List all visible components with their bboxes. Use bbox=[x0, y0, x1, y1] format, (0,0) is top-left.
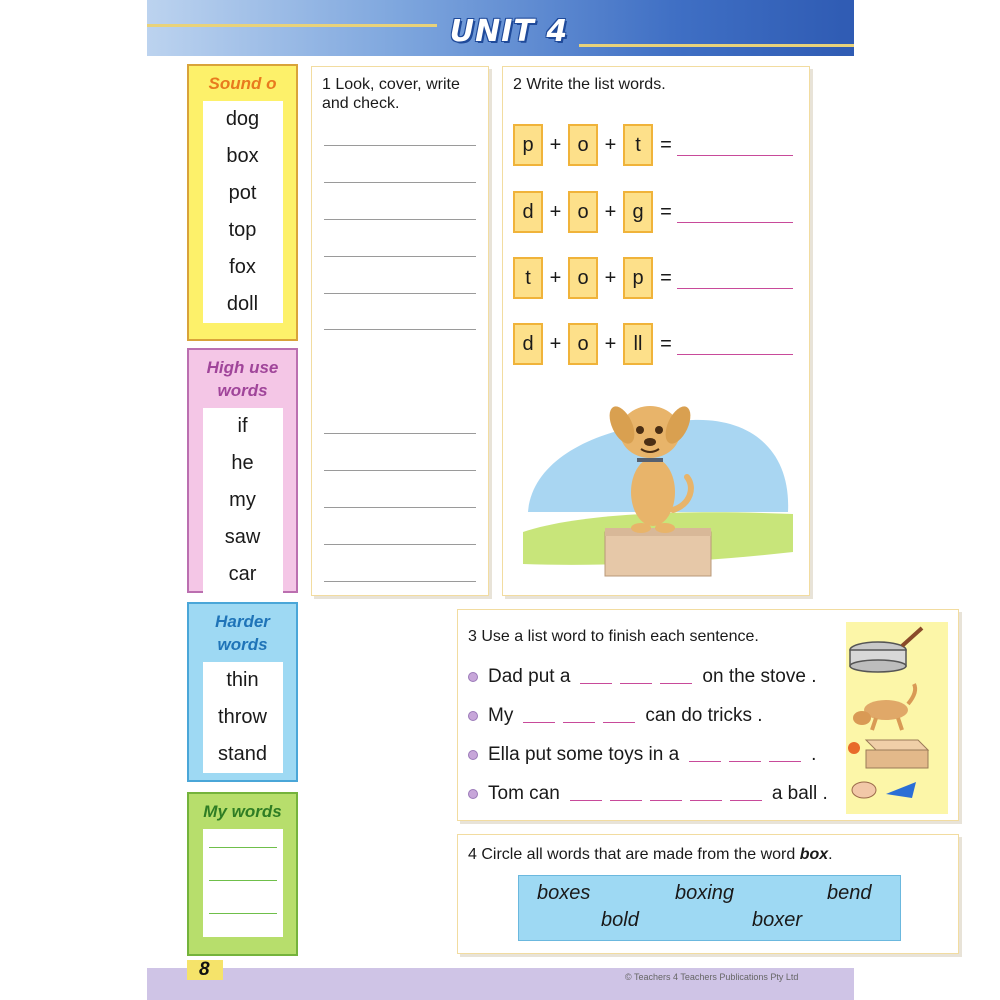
exercise-1-heading: 1 Look, cover, write and check. bbox=[322, 76, 460, 112]
letter-blank[interactable] bbox=[563, 722, 595, 723]
letter-tile: o bbox=[568, 323, 598, 365]
plus-sign: + bbox=[549, 133, 562, 156]
word-option[interactable]: boxes bbox=[537, 882, 591, 904]
bullet-icon bbox=[468, 711, 478, 721]
sentence-item bbox=[468, 664, 816, 690]
letter-tile: o bbox=[568, 124, 598, 166]
letter-blank[interactable] bbox=[603, 722, 635, 723]
plus-sign: + bbox=[549, 332, 562, 355]
list-word: box bbox=[226, 145, 259, 167]
letter-blank[interactable] bbox=[650, 800, 682, 801]
exercise-4-panel bbox=[457, 834, 959, 954]
list-word: fox bbox=[229, 256, 256, 278]
letter-tile: d bbox=[513, 191, 543, 233]
writing-line[interactable] bbox=[324, 256, 476, 257]
plus-sign: + bbox=[604, 133, 617, 156]
sentence-start: Tom can bbox=[488, 783, 560, 804]
list-word: dog bbox=[225, 108, 260, 130]
bullet-icon bbox=[468, 789, 478, 799]
letter-tile: o bbox=[568, 257, 598, 299]
writing-line[interactable] bbox=[324, 219, 476, 220]
word-option[interactable]: boxing bbox=[675, 882, 734, 904]
sentence-item bbox=[468, 703, 763, 729]
equals-sign: = bbox=[660, 332, 672, 355]
letter-tile: p bbox=[513, 124, 543, 166]
letter-blank[interactable] bbox=[689, 761, 721, 762]
letter-blank[interactable] bbox=[620, 683, 652, 684]
letter-blank[interactable] bbox=[730, 800, 762, 801]
sentence-start: Dad put a bbox=[488, 666, 571, 687]
letter-tile: ll bbox=[623, 323, 653, 365]
writing-line[interactable] bbox=[324, 433, 476, 434]
sentence-item bbox=[468, 742, 816, 768]
writing-line[interactable] bbox=[324, 145, 476, 146]
picture-clues bbox=[846, 622, 948, 814]
dog-on-box-illustration bbox=[523, 392, 793, 582]
answer-line[interactable] bbox=[677, 222, 793, 223]
harder-title: Harder words bbox=[215, 612, 270, 654]
letter-tile: o bbox=[568, 191, 598, 233]
list-word: top bbox=[228, 219, 257, 241]
my-words-lines[interactable] bbox=[203, 829, 283, 937]
bullet-icon bbox=[468, 750, 478, 760]
letter-tile: t bbox=[623, 124, 653, 166]
harder-list bbox=[203, 662, 283, 773]
letter-blank[interactable] bbox=[580, 683, 612, 684]
writing-line[interactable] bbox=[324, 581, 476, 582]
letter-blank[interactable] bbox=[769, 761, 801, 762]
sentence-item bbox=[468, 781, 828, 807]
letter-blank[interactable] bbox=[610, 800, 642, 801]
unit-title: UNIT 4 bbox=[449, 14, 569, 49]
list-word: stand bbox=[218, 743, 267, 765]
equals-sign: = bbox=[660, 200, 672, 223]
plus-sign: + bbox=[604, 200, 617, 223]
exercise-2-panel bbox=[502, 66, 810, 596]
sound-o-box bbox=[187, 64, 298, 341]
list-word: doll bbox=[226, 293, 259, 315]
sentence-end: a ball . bbox=[771, 783, 828, 804]
letter-tile: t bbox=[513, 257, 543, 299]
list-word: saw bbox=[224, 526, 261, 548]
writing-line[interactable] bbox=[324, 329, 476, 330]
plus-sign: + bbox=[549, 200, 562, 223]
writing-line[interactable] bbox=[209, 847, 277, 848]
sound-o-list bbox=[203, 101, 283, 323]
word-option[interactable]: bend bbox=[827, 882, 872, 904]
plus-sign: + bbox=[604, 266, 617, 289]
writing-line[interactable] bbox=[324, 182, 476, 183]
word-bank bbox=[518, 875, 901, 941]
letter-blank[interactable] bbox=[660, 683, 692, 684]
unit-header bbox=[147, 0, 854, 56]
answer-line[interactable] bbox=[677, 155, 793, 156]
word-option[interactable]: bold bbox=[601, 909, 639, 931]
letter-blank[interactable] bbox=[729, 761, 761, 762]
workbook-page bbox=[147, 0, 872, 1000]
letter-tile: p bbox=[623, 257, 653, 299]
exercise-4-heading-start: 4 Circle all words that are made from the word bbox=[468, 846, 800, 863]
writing-line[interactable] bbox=[324, 507, 476, 508]
word-option[interactable]: boxer bbox=[752, 909, 803, 931]
list-word: if bbox=[237, 415, 248, 437]
sentence-end: can do tricks . bbox=[645, 705, 763, 726]
high-use-title: High use words bbox=[206, 358, 279, 400]
exercise-4-heading-word: box bbox=[799, 846, 829, 863]
word-equation-row bbox=[513, 123, 793, 167]
letter-tile: g bbox=[623, 191, 653, 233]
word-equation-row bbox=[513, 190, 793, 234]
exercise-4-heading-end: . bbox=[828, 846, 833, 863]
harder-words-box bbox=[187, 602, 298, 782]
writing-line[interactable] bbox=[324, 293, 476, 294]
writing-line[interactable] bbox=[324, 470, 476, 471]
list-word: my bbox=[229, 489, 256, 511]
answer-line[interactable] bbox=[677, 288, 793, 289]
page-number: 8 bbox=[187, 960, 223, 980]
list-word: thin bbox=[226, 669, 259, 691]
list-word: throw bbox=[218, 706, 267, 728]
sound-o-title: Sound o bbox=[208, 74, 277, 93]
letter-blank[interactable] bbox=[570, 800, 602, 801]
word-equation-row bbox=[513, 322, 793, 366]
list-word: pot bbox=[228, 182, 257, 204]
letter-blank[interactable] bbox=[690, 800, 722, 801]
my-words-title: My words bbox=[203, 802, 282, 821]
plus-sign: + bbox=[549, 266, 562, 289]
list-word: he bbox=[231, 452, 254, 474]
sentence-start: My bbox=[488, 705, 514, 726]
plus-sign: + bbox=[604, 332, 617, 355]
list-word: car bbox=[228, 563, 257, 585]
letter-blank[interactable] bbox=[523, 722, 555, 723]
writing-line[interactable] bbox=[209, 913, 277, 914]
my-words-box bbox=[187, 792, 298, 956]
sentence-end: on the stove . bbox=[702, 666, 817, 687]
exercise-2-heading: 2 Write the list words. bbox=[513, 76, 666, 93]
sentence-end: . bbox=[811, 744, 817, 765]
letter-tile: d bbox=[513, 323, 543, 365]
writing-line[interactable] bbox=[324, 544, 476, 545]
exercise-3-heading: 3 Use a list word to finish each sentence. bbox=[468, 628, 759, 645]
equals-sign: = bbox=[660, 133, 672, 156]
exercise-4-heading bbox=[468, 845, 833, 864]
word-equation-row bbox=[513, 256, 793, 300]
writing-line[interactable] bbox=[209, 880, 277, 881]
header-rule-left bbox=[147, 24, 437, 27]
high-use-words-box bbox=[187, 348, 298, 593]
copyright-notice: © Teachers 4 Teachers Publications Pty Ltd bbox=[625, 972, 799, 982]
sentence-start: Ella put some toys in a bbox=[488, 744, 680, 765]
bullet-icon bbox=[468, 672, 478, 682]
header-rule-right bbox=[579, 44, 854, 47]
equals-sign: = bbox=[660, 266, 672, 289]
exercise-1-panel bbox=[311, 66, 489, 596]
exercise-3-panel bbox=[457, 609, 959, 821]
answer-line[interactable] bbox=[677, 354, 793, 355]
high-use-list bbox=[203, 408, 283, 593]
